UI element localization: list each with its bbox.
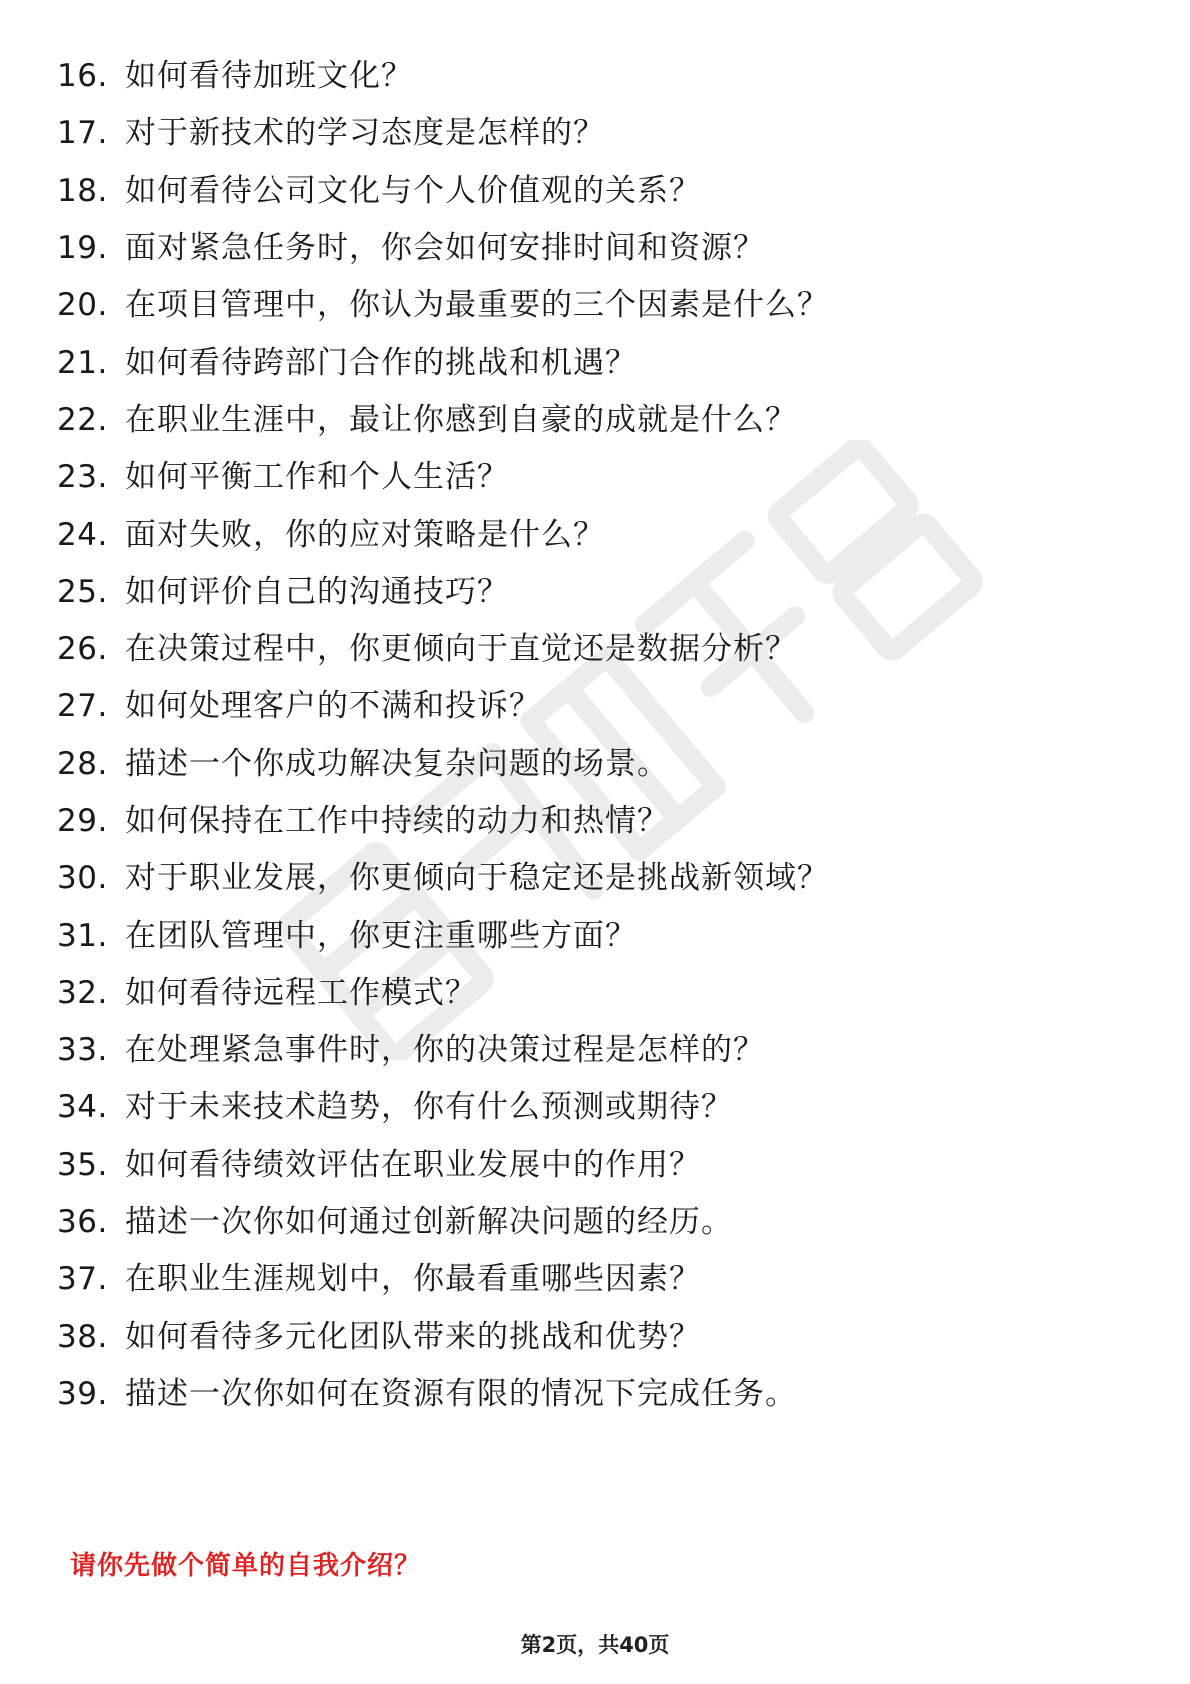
question-number: 18.: [57, 172, 108, 209]
question-number: 39.: [57, 1375, 108, 1412]
question-item: [57, 277, 829, 334]
question-number: 32.: [57, 974, 108, 1011]
question-item: [57, 621, 829, 678]
question-item: [57, 1022, 829, 1079]
question-text: 对于职业发展，你更倾向于稳定还是挑战新领域？: [125, 860, 829, 897]
question-item: [57, 736, 829, 793]
question-number: 24.: [57, 516, 108, 553]
question-number: 30.: [57, 860, 108, 897]
question-list: [57, 48, 829, 1423]
question-item: [57, 850, 829, 907]
question-item: [57, 1366, 829, 1423]
question-text: 如何评价自己的沟通技巧？: [125, 573, 509, 610]
question-number: 33.: [57, 1032, 108, 1069]
page-number-footer: 第2页，共40页: [520, 1633, 670, 1657]
question-number: 26.: [57, 631, 108, 668]
section-heading: 请你先做个简单的自我介绍？: [70, 1551, 422, 1581]
question-text: 如何平衡工作和个人生活？: [125, 459, 509, 496]
question-item: [57, 1251, 829, 1308]
question-item: [57, 506, 829, 563]
question-number: 17.: [57, 115, 108, 152]
question-text: 如何看待跨部门合作的挑战和机遇？: [125, 344, 637, 381]
question-number: 34.: [57, 1089, 108, 1126]
question-text: 如何看待多元化团队带来的挑战和优势？: [125, 1318, 701, 1355]
question-text: 如何看待远程工作模式？: [125, 974, 477, 1011]
question-text: 如何看待公司文化与个人价值观的关系？: [125, 172, 701, 209]
question-text: 如何看待加班文化？: [125, 58, 413, 95]
question-text: 在职业生涯规划中，你最看重哪些因素？: [125, 1261, 701, 1298]
question-text: 描述一个你成功解决复杂问题的场景。: [125, 745, 669, 782]
question-text: 对于新技术的学习态度是怎样的？: [125, 115, 605, 152]
question-text: 在处理紧急事件时，你的决策过程是怎样的？: [125, 1032, 765, 1069]
question-text: 在决策过程中，你更倾向于直觉还是数据分析？: [125, 631, 797, 668]
question-number: 19.: [57, 230, 108, 267]
question-text: 如何处理客户的不满和投诉？: [125, 688, 541, 725]
question-text: 如何保持在工作中持续的动力和热情？: [125, 803, 669, 839]
question-number: 25.: [57, 573, 108, 610]
question-item: [57, 678, 829, 735]
question-item: [57, 1194, 829, 1251]
question-item: [57, 1079, 829, 1136]
question-number: 16.: [57, 58, 108, 95]
question-text: 对于未来技术趋势，你有什么预测或期待？: [125, 1089, 733, 1126]
question-item: [57, 793, 829, 850]
question-number: 38.: [57, 1318, 108, 1355]
question-number: 20.: [57, 287, 108, 324]
question-text: 如何看待绩效评估在职业发展中的作用？: [125, 1146, 701, 1183]
question-text: 描述一次你如何在资源有限的情况下完成任务。: [125, 1375, 797, 1412]
question-text: 在项目管理中，你认为最重要的三个因素是什么？: [125, 287, 829, 324]
question-text: 描述一次你如何通过创新解决问题的经历。: [125, 1204, 733, 1241]
question-item: [57, 392, 829, 449]
question-number: 37.: [57, 1261, 108, 1298]
question-item: [57, 105, 829, 162]
question-text: 面对紧急任务时，你会如何安排时间和资源？: [125, 230, 765, 267]
question-number: 31.: [57, 917, 108, 954]
question-item: [57, 334, 829, 391]
question-item: [57, 449, 829, 506]
question-item: [57, 163, 829, 220]
question-item: [57, 907, 829, 964]
question-number: 28.: [57, 745, 108, 782]
question-text: 在职业生涯中，最让你感到自豪的成就是什么？: [125, 401, 797, 438]
question-text: 面对失败，你的应对策略是什么？: [125, 516, 605, 553]
question-number: 22.: [57, 401, 108, 438]
question-number: 23.: [57, 459, 108, 496]
question-number: 29.: [57, 803, 108, 839]
question-item: [57, 1137, 829, 1194]
question-number: 21.: [57, 344, 108, 381]
question-number: 35.: [57, 1146, 108, 1183]
question-item: [57, 965, 829, 1022]
question-number: 36.: [57, 1204, 108, 1241]
question-item: [57, 220, 829, 277]
question-item: [57, 564, 829, 621]
question-number: 27.: [57, 688, 108, 725]
question-item: [57, 48, 829, 105]
question-item: [57, 1309, 829, 1366]
question-text: 在团队管理中，你更注重哪些方面？: [125, 917, 637, 954]
